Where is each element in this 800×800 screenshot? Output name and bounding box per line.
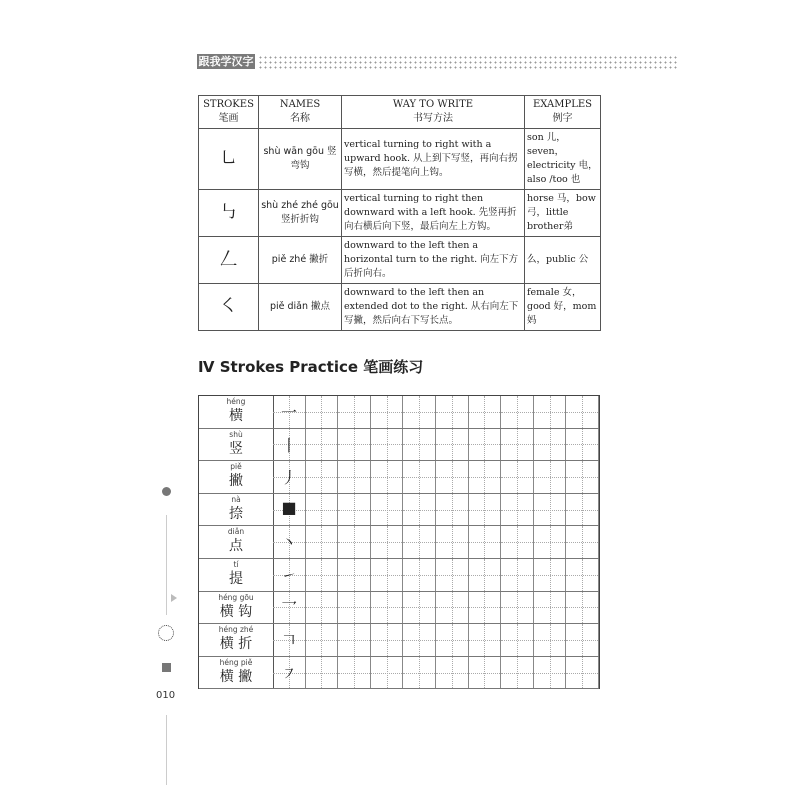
stroke-pinyin: héng zhé	[218, 625, 254, 635]
practice-cell[interactable]	[273, 494, 306, 526]
practice-cell[interactable]	[534, 494, 567, 526]
stroke-sample: ■	[281, 497, 297, 517]
practice-cell[interactable]	[338, 494, 371, 526]
col-strokes: STROKES 笔画	[199, 96, 259, 129]
practice-row	[199, 494, 599, 527]
stroke-sample: ㇇	[280, 663, 297, 683]
page-number: 010	[156, 690, 176, 701]
practice-cell[interactable]	[306, 559, 339, 591]
stroke-pinyin: héng piě	[219, 657, 253, 667]
practice-cell[interactable]	[306, 396, 339, 428]
practice-cell[interactable]	[566, 657, 599, 689]
practice-cell[interactable]	[436, 461, 469, 493]
practice-cell[interactable]	[338, 559, 371, 591]
stroke-sample: 丶	[280, 533, 297, 553]
examples: female 女，good 好，mom 妈	[525, 284, 601, 331]
stroke-sample: ㇀	[280, 566, 297, 585]
practice-cell[interactable]	[501, 429, 534, 461]
stroke-label	[199, 559, 274, 591]
side-line	[166, 515, 167, 615]
stroke-label	[199, 657, 274, 689]
practice-cell[interactable]	[306, 429, 339, 461]
practice-cell[interactable]	[371, 526, 404, 558]
table-row	[199, 284, 601, 331]
stroke-label	[199, 592, 274, 624]
examples: horse 马，bow 弓，little brother弟	[525, 190, 601, 237]
examples: 么，public 公	[525, 237, 601, 284]
practice-cell[interactable]	[371, 559, 404, 591]
header-dot-pattern	[258, 55, 678, 69]
dotted-circle-icon	[158, 625, 174, 641]
practice-cell[interactable]	[566, 592, 599, 624]
practice-cell[interactable]	[501, 592, 534, 624]
book-title-badge: 跟我学汉字	[198, 55, 254, 68]
practice-cell[interactable]	[566, 396, 599, 428]
way-to-write: vertical turning to right with a upward hook. 从上到下写竖，再向右拐写横，然后提笔向上钩。	[342, 129, 525, 190]
stroke-name: 横 撇	[219, 668, 253, 685]
practice-cell[interactable]	[469, 494, 502, 526]
practice-cell[interactable]	[501, 624, 534, 656]
side-line-bottom	[166, 715, 167, 785]
practice-cell[interactable]	[469, 396, 502, 428]
practice-cell[interactable]	[371, 429, 404, 461]
practice-cell[interactable]	[501, 494, 534, 526]
practice-row	[199, 429, 599, 462]
stroke-sample: 丿	[280, 468, 297, 488]
practice-cell[interactable]	[306, 657, 339, 689]
practice-cell[interactable]	[501, 461, 534, 493]
col-examples: EXAMPLES 例字	[525, 96, 601, 129]
practice-cell[interactable]	[403, 429, 436, 461]
practice-cell[interactable]	[403, 592, 436, 624]
practice-row	[199, 624, 599, 657]
practice-cell[interactable]	[501, 526, 534, 558]
table-row	[199, 129, 601, 190]
practice-cell[interactable]	[338, 526, 371, 558]
practice-cell[interactable]	[436, 559, 469, 591]
stroke-name: 撇	[229, 473, 243, 490]
practice-cell[interactable]	[306, 592, 339, 624]
stroke-sample: 乛	[280, 598, 297, 618]
practice-cell[interactable]	[566, 429, 599, 461]
practice-cell[interactable]	[534, 396, 567, 428]
stroke-pinyin: nà	[231, 494, 241, 504]
practice-cell[interactable]	[534, 461, 567, 493]
stroke-pinyin: shù	[229, 429, 243, 439]
stroke-name: shù wān gōu 竖弯钩	[259, 129, 342, 190]
practice-cell[interactable]	[371, 624, 404, 656]
practice-cell[interactable]	[566, 494, 599, 526]
section-title: Ⅳ Strokes Practice 笔画练习	[198, 358, 424, 376]
stroke-glyph: 𠃋	[199, 237, 259, 284]
practice-cell[interactable]	[273, 429, 306, 461]
triangle-icon	[171, 594, 177, 602]
stroke-name: piě zhé 撇折	[259, 237, 342, 284]
practice-row	[199, 592, 599, 625]
practice-cell[interactable]	[534, 526, 567, 558]
stroke-pinyin: diǎn	[227, 527, 245, 537]
stroke-name: 竖	[229, 440, 243, 457]
practice-cell[interactable]	[436, 396, 469, 428]
practice-cell[interactable]	[273, 657, 306, 689]
practice-cell[interactable]	[273, 461, 306, 493]
practice-cell[interactable]	[338, 396, 371, 428]
practice-cell[interactable]	[306, 624, 339, 656]
stroke-label	[199, 624, 274, 656]
practice-cell[interactable]	[306, 526, 339, 558]
col-way: WAY TO WRITE 书写方法	[342, 96, 525, 129]
practice-cell[interactable]	[436, 657, 469, 689]
table-row	[199, 237, 601, 284]
stroke-name: 点	[229, 538, 243, 555]
practice-cell[interactable]	[338, 429, 371, 461]
stroke-pinyin: piě	[230, 462, 242, 472]
practice-cell[interactable]	[371, 592, 404, 624]
stroke-sample: 一	[280, 403, 297, 422]
practice-cell[interactable]	[273, 624, 306, 656]
stroke-label	[199, 461, 274, 493]
stroke-sample: 𠃍	[280, 631, 297, 651]
practice-cell[interactable]	[306, 461, 339, 493]
stroke-pinyin: héng gōu	[218, 592, 254, 602]
practice-cell[interactable]	[436, 526, 469, 558]
practice-cell[interactable]	[403, 494, 436, 526]
practice-cell[interactable]	[403, 526, 436, 558]
practice-cell[interactable]	[534, 592, 567, 624]
practice-cell[interactable]	[436, 592, 469, 624]
practice-cell[interactable]	[469, 559, 502, 591]
practice-cell[interactable]	[501, 396, 534, 428]
stroke-name: piě diǎn 撇点	[259, 284, 342, 331]
practice-row	[199, 559, 599, 592]
stroke-sample: 丨	[280, 435, 297, 455]
table-header-row	[199, 96, 601, 129]
stroke-name: 横 折	[219, 636, 253, 653]
practice-cell[interactable]	[371, 461, 404, 493]
practice-row	[199, 526, 599, 559]
practice-cell[interactable]	[436, 624, 469, 656]
practice-cell[interactable]	[501, 559, 534, 591]
practice-cell[interactable]	[371, 657, 404, 689]
practice-cell[interactable]	[403, 657, 436, 689]
stroke-name: 提	[229, 571, 243, 587]
way-to-write: downward to the left then a horizontal turn to the right. 向左下方后折向右。	[342, 237, 525, 284]
practice-cell[interactable]	[338, 657, 371, 689]
square-icon	[162, 663, 171, 672]
stroke-name: 横 钩	[219, 603, 253, 620]
way-to-write: downward to the left then an extended dot to the right. 从右向左下写撇，然后向右下写长点。	[342, 284, 525, 331]
practice-cell[interactable]	[371, 396, 404, 428]
stroke-name: shù zhé zhé gōu 竖折折钩	[259, 190, 342, 237]
stroke-glyph: ㇉	[199, 190, 259, 237]
stroke-pinyin: tí	[233, 560, 239, 569]
practice-cell[interactable]	[534, 657, 567, 689]
stroke-label	[199, 526, 274, 558]
stroke-label	[199, 396, 274, 428]
practice-cell[interactable]	[273, 396, 306, 428]
examples: son 儿，seven，electricity 电，also /too 也	[525, 129, 601, 190]
practice-cell[interactable]	[534, 559, 567, 591]
stroke-label	[199, 494, 274, 526]
practice-row	[199, 396, 599, 429]
practice-cell[interactable]	[403, 624, 436, 656]
practice-cell[interactable]	[273, 592, 306, 624]
practice-cell[interactable]	[566, 559, 599, 591]
practice-cell[interactable]	[566, 461, 599, 493]
practice-cell[interactable]	[566, 624, 599, 656]
practice-cell[interactable]	[501, 657, 534, 689]
strokes-table	[198, 95, 601, 331]
practice-cell[interactable]	[436, 429, 469, 461]
practice-cell[interactable]	[338, 592, 371, 624]
practice-cell[interactable]	[338, 624, 371, 656]
practice-cell[interactable]	[436, 494, 469, 526]
table-row	[199, 190, 601, 237]
practice-cell[interactable]	[469, 461, 502, 493]
practice-cell[interactable]	[403, 396, 436, 428]
practice-cell[interactable]	[534, 429, 567, 461]
practice-cell[interactable]	[469, 429, 502, 461]
practice-cell[interactable]	[273, 526, 306, 558]
practice-cell[interactable]	[338, 461, 371, 493]
practice-cell[interactable]	[469, 624, 502, 656]
practice-cell[interactable]	[469, 657, 502, 689]
practice-cell[interactable]	[469, 592, 502, 624]
stroke-glyph: ㇟	[199, 129, 259, 190]
stroke-name: 捺	[229, 505, 243, 522]
practice-cell[interactable]	[534, 624, 567, 656]
circle-icon	[162, 487, 171, 496]
practice-cell[interactable]	[403, 559, 436, 591]
stroke-name: 横	[229, 408, 243, 424]
practice-cell[interactable]	[566, 526, 599, 558]
practice-row	[199, 657, 599, 690]
practice-cell[interactable]	[306, 494, 339, 526]
practice-cell[interactable]	[469, 526, 502, 558]
stroke-glyph: ㇛	[199, 284, 259, 331]
way-to-write: vertical turning to right then downward with a left hook. 先竖再折向右横后向下竖，最后向左上方钩。	[342, 190, 525, 237]
stroke-label	[199, 429, 274, 461]
practice-row	[199, 461, 599, 494]
stroke-pinyin: héng	[226, 397, 246, 406]
practice-cell[interactable]	[273, 559, 306, 591]
col-names: NAMES 名称	[259, 96, 342, 129]
practice-cell[interactable]	[403, 461, 436, 493]
practice-grid	[198, 395, 600, 689]
practice-cell[interactable]	[371, 494, 404, 526]
